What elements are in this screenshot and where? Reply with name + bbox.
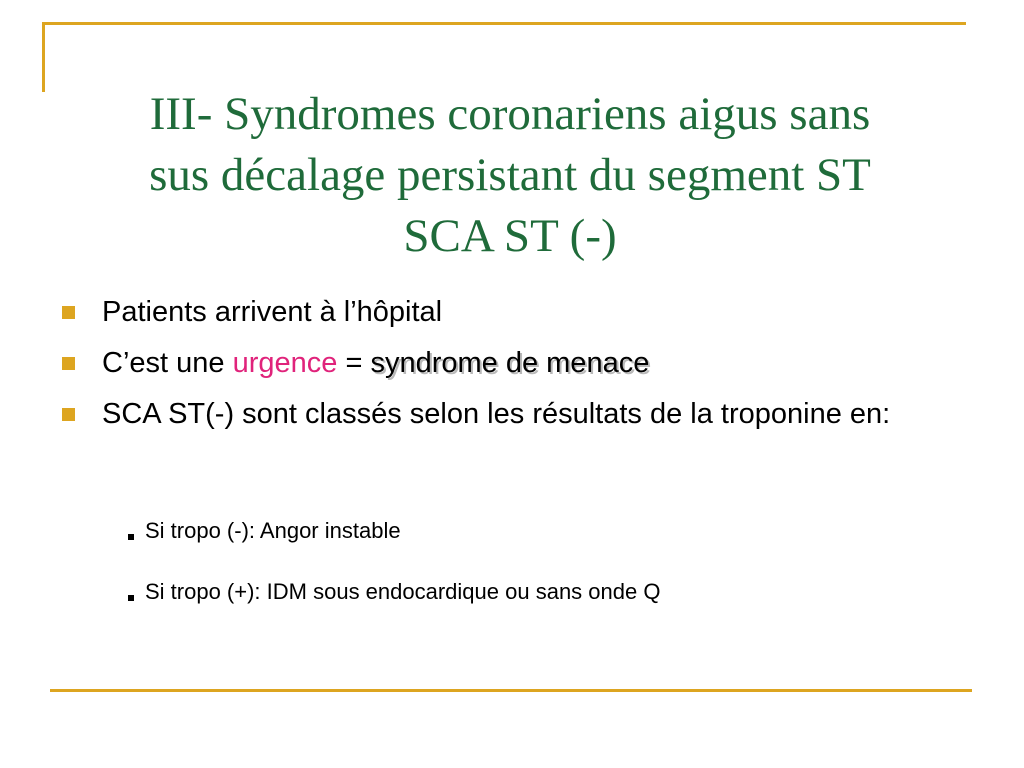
bullet-item xyxy=(62,344,962,382)
small-square-bullet-icon xyxy=(128,595,134,601)
title-line-2: sus décalage persistant du segment ST xyxy=(149,149,871,201)
slide-title xyxy=(60,84,960,267)
bullet-list xyxy=(62,293,962,446)
syndrome-emphasis: syndrome de menace xyxy=(370,347,650,379)
small-square-bullet-icon xyxy=(128,534,134,540)
square-bullet-icon xyxy=(62,306,75,319)
sub-bullet-text: Si tropo (+): IDM sous endocardique ou sans onde Q xyxy=(145,579,661,604)
urgence-highlight: urgence xyxy=(232,347,338,379)
sub-bullet-item xyxy=(128,577,660,607)
bullet-item xyxy=(62,293,962,331)
sub-bullet-text: Si tropo (-): Angor instable xyxy=(145,518,401,543)
bullet-text: SCA ST(-) sont classés selon les résultats de la troponine en: xyxy=(102,398,891,430)
square-bullet-icon xyxy=(62,408,75,421)
bullet-prefix: C’est une xyxy=(102,347,233,379)
equals-sign: = xyxy=(337,347,371,379)
bullet-item xyxy=(62,395,962,433)
frame-left-line xyxy=(42,22,45,92)
square-bullet-icon xyxy=(62,357,75,370)
sub-bullet-item xyxy=(128,516,401,546)
title-line-1: III- Syndromes coronariens aigus sans xyxy=(149,88,871,140)
title-line-3: SCA ST (-) xyxy=(403,210,617,262)
frame-bottom-line xyxy=(50,689,972,692)
frame-top-line xyxy=(42,22,966,25)
bullet-text: Patients arrivent à l’hôpital xyxy=(102,296,443,328)
